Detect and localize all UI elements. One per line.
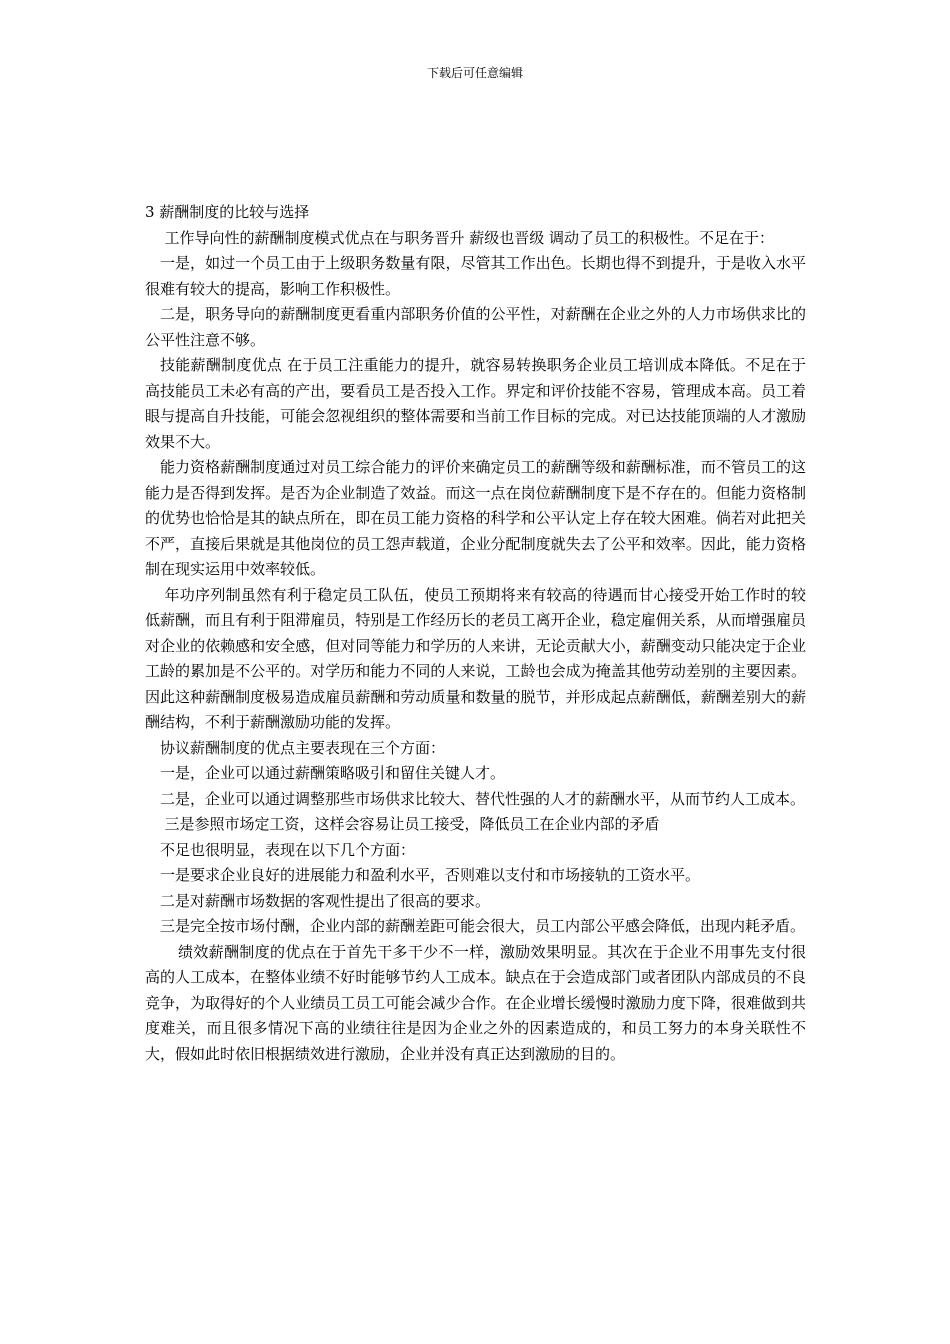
paragraph: 二是，企业可以通过调整那些市场供求比较大、替代性强的人才的薪酬水平，从而节约人工成本。	[160, 789, 806, 808]
paragraph: 二是，职务导向的薪酬制度更看重内部职务价值的公平性，对薪酬在企业之外的人力市场供求比的公平性注意不够。	[145, 305, 806, 349]
section-title: 3 薪酬制度的比较与选择	[145, 203, 310, 221]
paragraph: 二是对薪酬市场数据的客观性提出了很高的要求。	[160, 891, 491, 910]
paragraph: 绩效薪酬制度的优点在于首先干多干少不一样，激励效果明显。其次在于企业不用事先支付很高的人工成本，在整体业绩不好时能够节约人工成本。缺点在于会造成部门或者团队内部成员的不良竞争，为取得好的个人业绩员工员工可能会减少合作。在企业增长缓慢时激励力度下降，很难做到共度难关，而且很多情况下高的业绩往往是因为企业之外的因素造成的，和员工努力的本身关联性不大，假如此时依旧根据绩效进行激励，企业并没有真正达到激励的目的。	[145, 942, 806, 1063]
paragraph: 三是完全按市场付酬，企业内部的薪酬差距可能会很大，员工内部公平感会降低，出现内耗矛盾。	[160, 917, 806, 935]
document-body	[145, 200, 806, 1067]
paragraph: 一是，如过一个员工由于上级职务数量有限，尽管其工作出色。长期也得不到提升，于是收入水平很难有较大的提高，影响工作积极性。	[145, 254, 806, 298]
paragraph: 一是，企业可以通过薪酬策略吸引和留住关键人才。	[160, 764, 506, 782]
paragraph-list	[145, 226, 806, 1068]
paragraph: 工作导向性的薪酬制度模式优点在与职务晋升 薪级也晋级 调动了员工的积极性。不足在于：	[164, 228, 775, 247]
paragraph: 协议薪酬制度的优点主要表现在三个方面：	[160, 738, 446, 757]
paragraph: 能力资格薪酬制度通过对员工综合能力的评价来确定员工的薪酬等级和薪酬标准，而不管员工的这能力是否得到发挥。是否为企业制造了效益。而这一点在岗位薪酬制度下是不存在的。但能力资格制的优势也恰恰是其的缺点所在，即在员工能力资格的科学和公平认定上存在较大困难。倘若对此把关不严，直接后果就是其他岗位的员工怨声载道，企业分配制度就失去了公平和效率。因此，能力资格制在现实运用中效率较低。	[145, 458, 806, 578]
page-header	[0, 65, 950, 81]
paragraph: 技能薪酬制度优点 在于员工注重能力的提升，就容易转换职务企业员工培训成本降低。不足在于高技能员工未必有高的产出，要看员工是否投入工作。界定和评价技能不容易，管理成本高。员工着眼与提高自升技能，可能会忽视组织的整体需要和当前工作目标的完成。对已达技能顶端的人才激励效果不大。	[145, 356, 806, 451]
header-text: 下载后可任意编辑	[426, 66, 523, 80]
paragraph: 不足也很明显，表现在以下几个方面：	[160, 840, 416, 859]
paragraph: 一是要求企业良好的进展能力和盈利水平，否则难以支付和市场接轨的工资水平。	[160, 866, 701, 884]
paragraph: 三是参照市场定工资，这样会容易让员工接受，降低员工在企业内部的矛盾	[164, 815, 660, 833]
paragraph: 年功序列制虽然有利于稳定员工队伍，使员工预期将来有较高的待遇而甘心接受开始工作时的较低薪酬，而且有利于阻滞雇员，特别是工作经历长的老员工离开企业，稳定雇佣关系，从而增强雇员对企业的依赖感和安全感，但对同等能力和学历的人来讲，无论贡献大小，薪酬变动只能决定于企业工龄的累加是不公平的。对学历和能力不同的人来说，工龄也会成为掩盖其他劳动差别的主要因素。因此这种薪酬制度极易造成雇员薪酬和劳动质量和数量的脱节，并形成起点薪酬低，薪酬差别大的薪酬结构，不利于薪酬激励功能的发挥。	[145, 585, 806, 731]
